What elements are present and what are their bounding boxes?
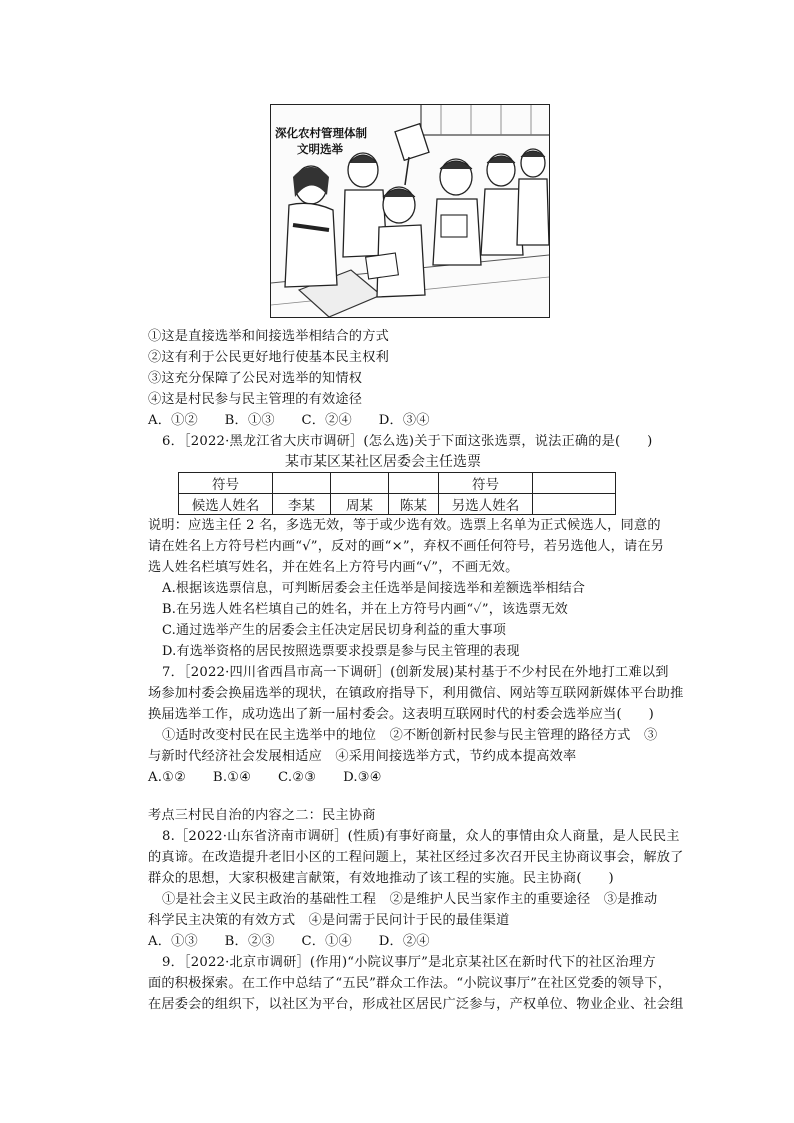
q7-stem-line1: 7．［2022·四川省西昌市高一下调研］(创新发展)某村基于不少村民在外地打工难以到 bbox=[162, 665, 669, 680]
q7-options-line2: 与新时代经济社会发展相适应 ④采用间接选举方式，节约成本提高效率 bbox=[148, 749, 577, 764]
q5-option-1: ①这是直接选举和间接选举相结合的方式 bbox=[148, 329, 389, 344]
ballot-cell bbox=[331, 473, 389, 494]
ballot-cell: 符号 bbox=[439, 473, 533, 494]
ballot-title: 某市某区某社区居委会主任选票 bbox=[285, 454, 481, 470]
ballot-row-symbol bbox=[179, 473, 616, 494]
q5-option-4: ④这是村民参与民主管理的有效途径 bbox=[148, 392, 363, 407]
q6-stem: 6．［2022·黑龙江省大庆市调研］(怎么选)关于下面这张选票，说法正确的是( ) bbox=[162, 434, 653, 449]
q9-stem-line2: 面的积极探索。在工作中总结了“五民”群众工作法。“小院议事厅”在社区党委的领导下， bbox=[148, 976, 672, 991]
q6-option-d: D.有选举资格的居民按照选票要求投票是参与民主管理的表现 bbox=[162, 644, 520, 659]
ballot-cell: 陈某 bbox=[389, 494, 439, 515]
q8-options-line1: ①是社会主义民主政治的基础性工程 ②是维护人民当家作主的重要途径 ③是推动 bbox=[162, 892, 658, 907]
q9-stem-line1: 9．［2022·北京市调研］(作用)“小院议事厅”是北京某社区在新时代下的社区治理方 bbox=[162, 955, 656, 970]
cartoon-caption-line1: 深化农村管理体制 bbox=[275, 126, 367, 140]
q8-stem-line1: 8.［2022·山东省济南市调研］(性质)有事好商量，众人的事情由众人商量，是人民民主 bbox=[162, 829, 680, 844]
q7-choices: A.①② B.①④ C.②③ D.③④ bbox=[148, 770, 382, 785]
q7-options-line1: ①适时改变村民在民主选举中的地位 ②不断创新村民参与民主管理的路径方式 ③ bbox=[162, 728, 658, 743]
ballot-cell bbox=[273, 473, 331, 494]
cartoon-caption-line2: 文明选举 bbox=[297, 142, 343, 156]
q6-option-b: B.在另选人姓名栏填自己的姓名，并在上方符号内画“✓”，该选票无效 bbox=[162, 602, 568, 617]
q7-stem-line3: 换届选举工作，成功选出了新一届村委会。这表明互联网时代的村委会选举应当( ) bbox=[148, 707, 655, 722]
q6-note-line1: 说明：应选主任 2 名，多选无效，等于或少选有效。选票上名单为正式候选人，同意的 bbox=[148, 518, 661, 533]
ballot-cell: 周某 bbox=[331, 494, 389, 515]
ballot-cell bbox=[389, 473, 439, 494]
q6-note-line2: 请在姓名上方符号栏内画“√”，反对的画“×”，弃权不画任何符号，若另选他人，请在另 bbox=[148, 539, 665, 554]
q8-options-line2: 科学民主决策的有效方式 ④是问需于民问计于民的最佳渠道 bbox=[148, 913, 510, 928]
ballot-cell: 另选人姓名 bbox=[439, 494, 533, 515]
q9-stem-line3: 在居委会的组织下，以社区为平台，形成社区居民广泛参与，产权单位、物业企业、社会组 bbox=[148, 997, 684, 1012]
ballot-cell bbox=[533, 473, 616, 494]
q5-option-2: ②这有利于公民更好地行使基本民主权利 bbox=[148, 350, 389, 365]
ballot-cell: 李某 bbox=[273, 494, 331, 515]
q5-choices: A．①② B．①③ C．②④ D．③④ bbox=[148, 413, 430, 428]
section-heading: 考点三村民自治的内容之二：民主协商 bbox=[148, 808, 376, 823]
ballot-row-names bbox=[179, 494, 616, 515]
q8-choices: A．①③ B．②③ C．①④ D．②④ bbox=[148, 934, 430, 949]
ballot-table bbox=[178, 472, 616, 515]
ballot-cell: 符号 bbox=[179, 473, 273, 494]
q8-stem-line2: 的真谛。在改造提升老旧小区的工程问题上，某社区经过多次召开民主协商议事会，解放了 bbox=[148, 850, 684, 865]
ballot-cell bbox=[533, 494, 616, 515]
q8-stem-line3: 群众的思想，大家积极建言献策，有效地推动了该工程的实施。民主协商( ) bbox=[148, 871, 614, 886]
q7-stem-line2: 场参加村委会换届选举的现状，在镇政府指导下，利用微信、网站等互联网新媒体平台助推 bbox=[148, 686, 684, 701]
q6-option-a: A.根据该选票信息，可判断居委会主任选举是间接选举和差额选举相结合 bbox=[162, 581, 586, 596]
q6-option-c: C.通过选举产生的居委会主任决定居民切身利益的重大事项 bbox=[162, 623, 507, 638]
q5-option-3: ③这充分保障了公民对选举的知情权 bbox=[148, 371, 363, 386]
q6-note-line3: 选人姓名栏填写姓名，并在姓名上方符号内画“√”，不画无效。 bbox=[148, 560, 519, 575]
voting-cartoon bbox=[270, 104, 550, 318]
ballot-cell: 候选人姓名 bbox=[179, 494, 273, 515]
